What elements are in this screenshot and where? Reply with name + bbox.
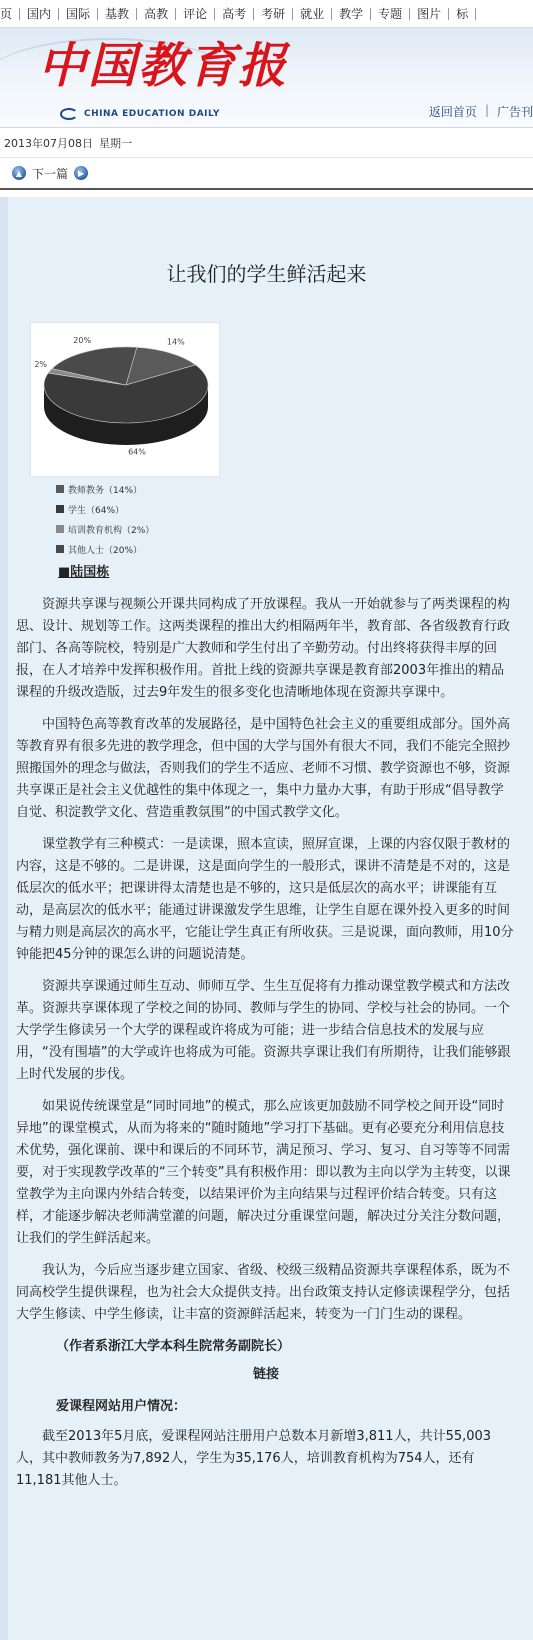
legend-item [56, 479, 154, 499]
top-nav [0, 0, 533, 28]
pie-slice-label: 2% [34, 360, 48, 370]
nav-item[interactable]: 高教 [137, 8, 176, 20]
newspaper-logo[interactable]: 中国教育报 [38, 38, 289, 94]
nav-item[interactable]: 页 [0, 8, 20, 20]
legend-swatch [56, 545, 64, 553]
nav-item[interactable]: 国内 [20, 8, 59, 20]
author-signature: （作者系浙江大学本科生院常务副院长） [56, 1339, 291, 1354]
legend-label: 教师教务（14%） [68, 485, 143, 496]
banner-links [429, 103, 533, 120]
article-body [16, 562, 516, 1502]
newspaper-logo-subtitle [60, 108, 220, 120]
link-separator: | [484, 103, 489, 117]
legend-label: 学生（64%） [68, 505, 125, 516]
article-title: 让我们的学生鲜活起来 [166, 262, 367, 286]
article-paragraph: 资源共享课通过师生互动、师师互学、生生互促将有力推动课堂教学模式和方法改革。资源共享课体现了学校之间的协同、教师与学生的协同、学校与社会的协同。一个大学学生修读另一个大学的课程或许将成为可能；进一步结合信息技术的发展与应用，“没有围墙”的大学或许也将成为可能。资源共享课让我们有所期待，让我们能够跟上时代发展的步伐。 [16, 979, 511, 1082]
legend-item [56, 539, 154, 559]
nav-item[interactable]: 教学 [332, 8, 371, 20]
article-paragraph: 中国特色高等教育改革的发展路径，是中国特色社会主义的重要组成部分。国外高等教育界有很多先进的教学理念，但中国的大学与国外有很大不同，我们不能完全照抄照搬国外的理念与做法，否则我们的学生不适应、老师不习惯、教学资源也不够，资源共享课正是社会主义优越性的集中体现之一，集中力量办大事，有助于形成“倡导教学自觉、积淀教学文化、营造重教氛围”的中国式教学文化。 [16, 717, 511, 820]
nav-item[interactable]: 评论 [176, 8, 215, 20]
home-link[interactable]: 返回首页 [428, 105, 477, 119]
article-paragraph: 我认为，今后应当逐步建立国家、省级、校级三级精品资源共享课程体系，既为不同高校学生提供课程，也为社会大众提供支持。出台政策支持认定修读课程学分，包括大学生修读、中学生修读，让丰富的资源鲜活起来，转变为一门门生动的课程。 [16, 1263, 511, 1322]
logo-mark-icon [60, 108, 78, 120]
article-paragraph: 课堂教学有三种模式：一是读课，照本宣读，照屏宣课，上课的内容仅限于教材的内容，这是不够的。二是讲课，这是面向学生的一般形式，课讲不清楚是不对的，这是低层次的低水平；把课讲得太清楚也是不够的，这只是低层次的高水平；讲课能有互动，是高层次的低水平；能通过讲课激发学生思维，让学生自愿在课外投入更多的时间与精力则是高层次的高水平，它能让学生真正有所收获。三是说课，面向教师，用10分钟能把45分钟的课怎么讲的问题说清楚。 [16, 837, 514, 962]
issue-date: 2013年07月08日 [4, 136, 93, 150]
nav-item[interactable]: 标 [449, 8, 476, 20]
legend-item [56, 499, 154, 519]
link-subheading: 爱课程网站用户情况： [56, 1399, 187, 1414]
link-section-label: 链接 [252, 1367, 279, 1382]
nav-item[interactable]: 就业 [293, 8, 332, 20]
pie-chart-legend [56, 479, 154, 559]
left-margin-bar [0, 197, 8, 1640]
article-paragraph: 截至2013年5月底，爱课程网站注册用户总数本月新增3,811人，共计55,003人，其中教师教务为7,892人，学生为35,176人，培训教育机构为754人，还有11,181其他人士。 [16, 1429, 492, 1488]
masthead-banner [0, 28, 533, 128]
issue-weekday: 星期一 [99, 136, 132, 150]
legend-swatch [56, 505, 64, 513]
article-paragraph: 如果说传统课堂是“同时同地”的模式，那么应该更加鼓励不同学校之间开设“同时异地”的课堂模式，从而为将来的“随时随地”学习打下基础。更有必要充分利用信息技术优势，强化课前、课中和课后的不同环节，满足预习、学习、复习、自习等等不同需要，对于实现教学改革的“三个转变”具有积极作用：即以教为主向以学为主转变，以课堂教学为主向课内外结合转变，以结果评价为主向结果与过程评价结合转变。只有这样，才能逐步解决老师满堂灌的问题，解决过分重课堂问题，解决过分关注分数问题，让我们的学生鲜活起来。 [16, 1099, 511, 1246]
pie-chart [30, 322, 220, 477]
legend-label: 培训教育机构（2%） [68, 525, 155, 536]
article-area [0, 197, 533, 1640]
pie-slice-label: 64% [128, 447, 146, 457]
next-article-link[interactable]: 下一篇 [32, 166, 69, 181]
up-arrow-icon[interactable]: ▲ [12, 166, 26, 180]
date-bar [0, 128, 533, 158]
article-paragraph: 资源共享课与视频公开课共同构成了开放课程。我从一开始就参与了两类课程的构思、设计、规划等工作。这两类课程的推出大约相隔两年半，教育部、各省级教育行政部门、各高等院校，特别是广大教师和学生付出了辛勤劳动。付出终将获得丰厚的回报，在人才培养中发挥积极作用。首批上线的资源共享课是教育部2003年推出的精品课程的升级改造版，过去9年发生的很多变化也清晰地体现在资源共享课中。 [16, 597, 511, 700]
legend-swatch [56, 525, 64, 533]
nav-item[interactable]: 高考 [215, 8, 254, 20]
pie-chart-svg [31, 323, 221, 478]
nav-item[interactable]: 专题 [371, 8, 410, 20]
nav-item[interactable]: 国际 [59, 8, 98, 20]
pie-slice-label: 14% [166, 337, 185, 347]
legend-swatch [56, 485, 64, 493]
article-nav-bar [0, 158, 533, 190]
legend-label: 其他人士（20%） [68, 545, 143, 556]
nav-item[interactable]: 图片 [410, 8, 449, 20]
right-arrow-icon[interactable]: ▶ [74, 166, 88, 180]
pie-slice-label: 20% [73, 335, 92, 345]
logo-english-name: CHINA EDUCATION DAILY [84, 109, 220, 119]
legend-item [56, 519, 154, 539]
article-paragraphs [16, 594, 516, 1326]
nav-item[interactable]: 基教 [98, 8, 137, 20]
article-author: ■陆国栋 [58, 565, 110, 580]
ad-link[interactable]: 广告刊 [496, 105, 533, 119]
nav-item[interactable]: 考研 [254, 8, 293, 20]
